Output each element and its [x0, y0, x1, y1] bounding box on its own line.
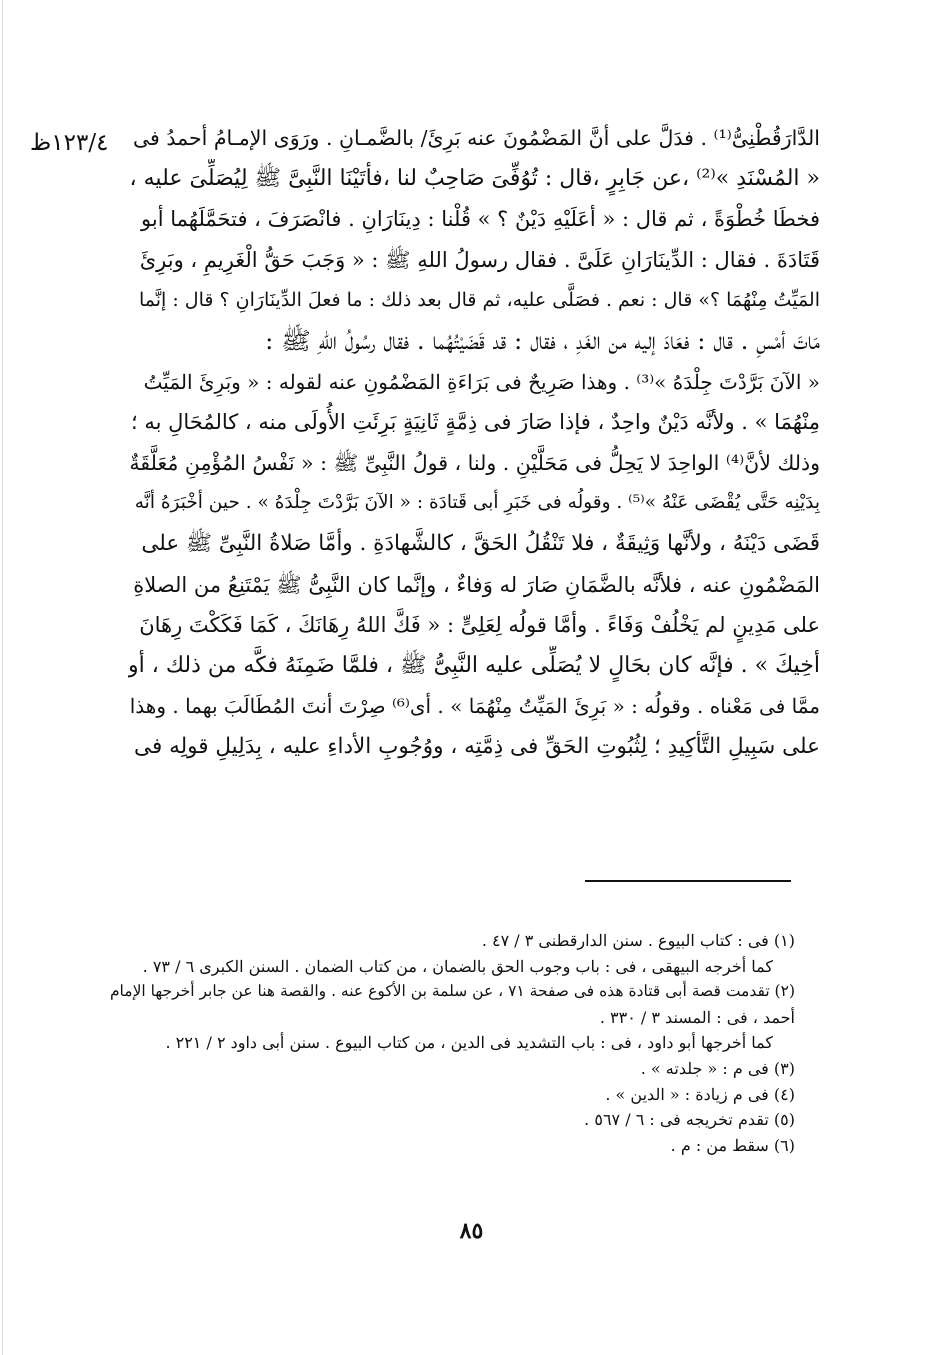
text-line: « الآنَ بَرَّدْتَ جِلْدَهُ »⁽³⁾ . وهذا صَرِيحٌ فى بَرَاءَةِ المَضْمُونِ عنه لقوله : « وبَرِئَ المَيِّتُ [143, 369, 820, 394]
text-line: مِنْهُمَا » . ولأنَّه دَيْنٌ واحِدٌ ، فإذا صَارَ فى ذِمَّةٍ ثَانِيَةٍ بَرِئَتِ الأُولَى منه ، كالمُحَالِ به ؛ [130, 410, 820, 435]
text-line: فخطَا خُطْوَةً ، ثم قال : « أعَلَيْهِ دَيْنٌ ؟ » قُلْنا : دِينَارَانِ . فانْصَرَفَ ، فتحَمَّلَهُما أبو [141, 207, 820, 232]
text-line: المَضْمُونِ عنه ، فلأنَّه بالضَّمَانِ صَارَ له وَفاءٌ ، وإنَّما كان النَّبِىُّ ﷺ يَمْتَنِعُ من الصلاةِ [133, 572, 820, 597]
text-line: « المُسْنَدِ »⁽²⁾ ،عن جَابِرٍ ،قال : تُوُفِّىَ صَاحِبٌ لنا ،فأتَيْنَا النَّبِىَّ ﷺ لِيُصَلِّىَ عليه ، [129, 165, 820, 191]
margin-reference: ١٢٣/٤ظ [30, 130, 109, 156]
footnote: كما أخرجها أبو داود ، فى : باب التشديد فى الدين ، من كتاب البيوع . سنن أبى داود ٢ / ٢٢١ . [165, 1033, 773, 1053]
footnote: (٦) سقط من : م . [670, 1135, 795, 1155]
text-line: بِدَيْنِه حَتَّى يُقْضَى عَنْهُ »⁽⁵⁾ . وقولُه فى خَبَرِ أبى قَتادَة : « الآنَ بَرَّدْتَ جِلْدَهُ » . حين أخْبَرَهُ أنَّه [134, 492, 820, 514]
text-line: على مَدِينٍ لم يَخْلُفْ وَفَاءً . وأمَّا قولُه لِعَلِىٍّ : « فَكَّ اللهُ رِهَانَكَ ، كَمَا فَكَكْتَ رِهَانَ [139, 613, 820, 638]
text-line: قَضَى دَيْنَهُ ، ولأنَّها وَثِيقَةٌ ، فلا تَنْقُلُ الحَقَّ ، كالشَّهادَةِ . وأمَّا صَلاةُ النَّبِىِّ ﷺ على [141, 530, 820, 556]
text-line: قَتَادَةَ . فقال : الدِّينَارَانِ عَلَىَّ . فقال رسولُ اللهِ ﷺ : « وَجَبَ حَقُّ الْغَرِيمِ ، وبَرِئَ [139, 247, 820, 272]
text-line: المَيِّتُ مِنْهُمَا ؟» قال : نعم . فصَلَّى عليه، ثم قال بعد ذلك : ما فعلَ الدِّينَارَانِ ؟ قال : إنَّما [138, 289, 820, 312]
footnote: (١) فى : كتاب البيوع . سنن الدارقطنى ٣ / ٤٧ . [481, 931, 795, 950]
text-line: أخِيكَ » . فإنَّه كان بحَالٍ لا يُصَلِّى عليه النَّبِىُّ ﷺ ، فلمَّا ضَمِنَهُ فكَّه من ذلك ، أو [128, 652, 820, 678]
footnote: (٥) تقدم تخريجه فى : ٦ / ٥٦٧ . [584, 1110, 795, 1130]
text-line: وذلك لأنَّ⁽⁴⁾ الواحِدَ لا يَحِلُّ فى مَحَلَّيْنِ . ولنا ، قولُ النَّبِىِّ ﷺ : « نَفْسُ المُؤْمِنِ مُعَلَّقَةٌ [129, 450, 820, 475]
footnote: (٢) تقدمت قصة أبى قتادة هذه فى صفحة ٧١ ، عن سلمة بن الأكوع عنه . والقصة هنا عن جابر أخرجها الإمام [109, 982, 795, 1001]
footnote-divider [585, 880, 791, 882]
text-line: الدَّارَقُطْنِىُّ⁽¹⁾ . فدَلَّ على أنَّ المَضْمُونَ عنه بَرِئَ/ بالضَّمـانِ . ورَوَى الإمـامُ أحمدُ فى [132, 126, 820, 150]
text-line: على سَبِيلِ التَّأكِيدِ ؛ لِثُبُوتِ الحَقِّ فى ذِمَّتِه ، ووُجُوبِ الأداءِ عليه ، بِدَلِيلِ قولِه فى [134, 733, 820, 759]
footnote: كما أخرجه البيهقى ، فى : باب وجوب الحق بالضمان ، من كتاب الضمان . السنن الكبرى ٦ / ٧٣ . [142, 956, 773, 976]
page-number: ٨٥ [459, 1218, 484, 1244]
footnote: (٤) فى م زيادة : « الدين » . [605, 1084, 795, 1104]
text-line: مَاتَ أمْسِ . قال : فعَادَ إليه من الغَدِ ، فقال : قد قَضَيْتُهُما . فقال رسُولُ اللهِ ﷺ : [265, 325, 820, 355]
scan-edge [2, 0, 3, 1355]
text-line: ممَّا فى مَعْناه . وقولُه : « بَرِئَ المَيِّتُ مِنْهُمَا » . أى⁽⁶⁾ صِرْتَ أنتَ المُطَالَبَ بهما . وهذا [129, 694, 820, 719]
footnote: (٣) فى م : « جلدته » . [640, 1058, 795, 1078]
footnotes [100, 928, 795, 1158]
footnote: أحمد ، فى : المسند ٣ / ٣٣٠ . [599, 1007, 795, 1027]
main-text [128, 118, 820, 768]
